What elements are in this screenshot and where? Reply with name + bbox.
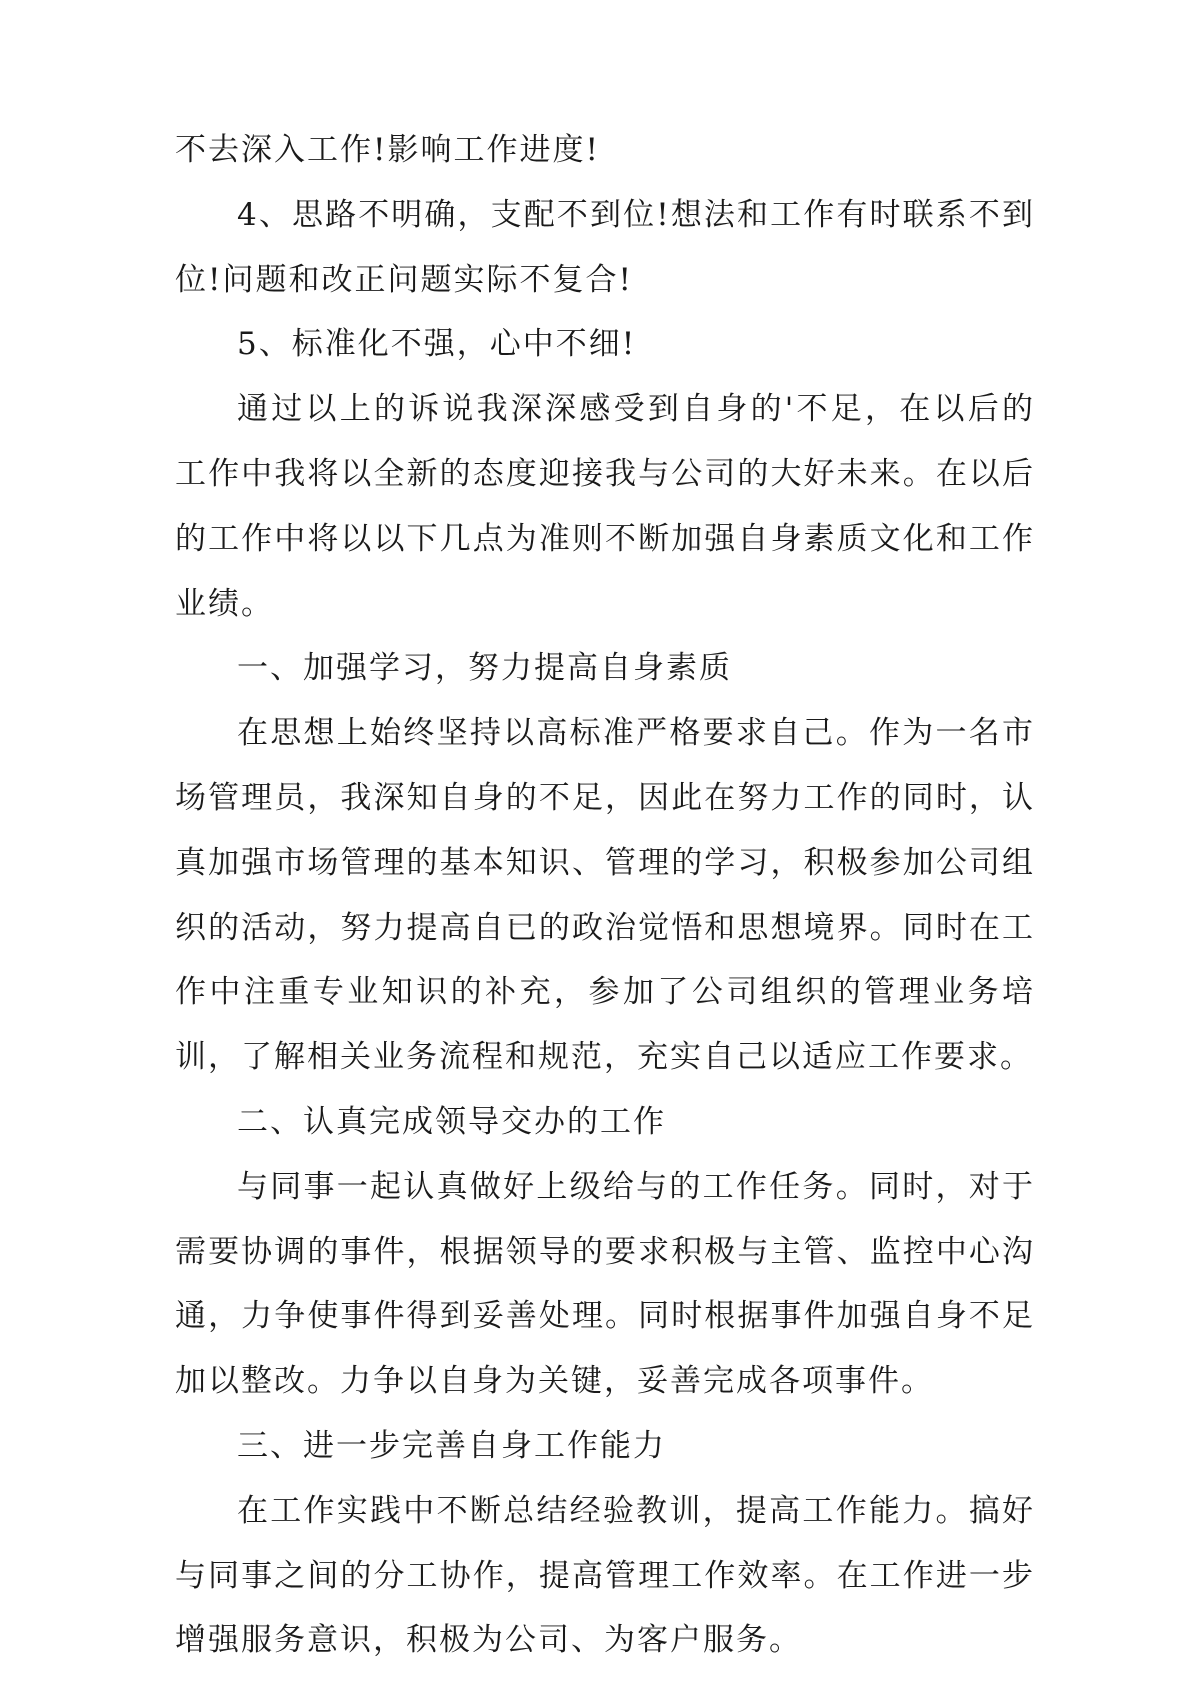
paragraph-section-1: 在思想上始终坚持以高标准严格要求自己。作为一名市场管理员，我深知自身的不足，因此在努力工作的同时，认真加强市场管理的基本知识、管理的学习，积极参加公司组织的活动，努力提高自已的政治觉悟和思想境界。同时在工作中注重专业知识的补充，参加了公司组织的管理业务培训，了解相关业务流程和规范，充实自己以适应工作要求。 — [175, 715, 1035, 1076]
paragraph-continuation: 不去深入工作!影响工作进度! — [175, 132, 600, 168]
section-heading-3: 三、进一步完善自身工作能力 — [237, 1427, 666, 1464]
section-heading-2: 二、认真完成领导交办的工作 — [237, 1103, 666, 1140]
paragraph-section-2: 与同事一起认真做好上级给与的工作任务。同时，对于需要协调的事件，根据领导的要求积极与主管、监控中心沟通，力争使事件得到妥善处理。同时根据事件加强自身不足加以整改。力争以自身为关键，妥善完成各项事件。 — [175, 1168, 1035, 1400]
paragraph-item-4: 4、思路不明确，支配不到位!想法和工作有时联系不到位!问题和改正问题实际不复合! — [175, 196, 1035, 298]
paragraph-item-5: 5、标准化不强，心中不细! — [237, 326, 637, 363]
paragraph-section-3: 在工作实践中不断总结经验教训，提高工作能力。搞好与同事之间的分工协作，提高管理工作效率。在工作进一步增强服务意识，积极为公司、为客户服务。 — [175, 1492, 1035, 1659]
document-body — [175, 118, 1035, 1673]
section-heading-1: 一、加强学习，努力提高自身素质 — [237, 650, 732, 687]
paragraph-summary: 通过以上的诉说我深深感受到自身的'不足，在以后的工作中我将以全新的态度迎接我与公司的大好未来。在以后的工作中将以以下几点为准则不断加强自身素质文化和工作业绩。 — [175, 391, 1035, 622]
